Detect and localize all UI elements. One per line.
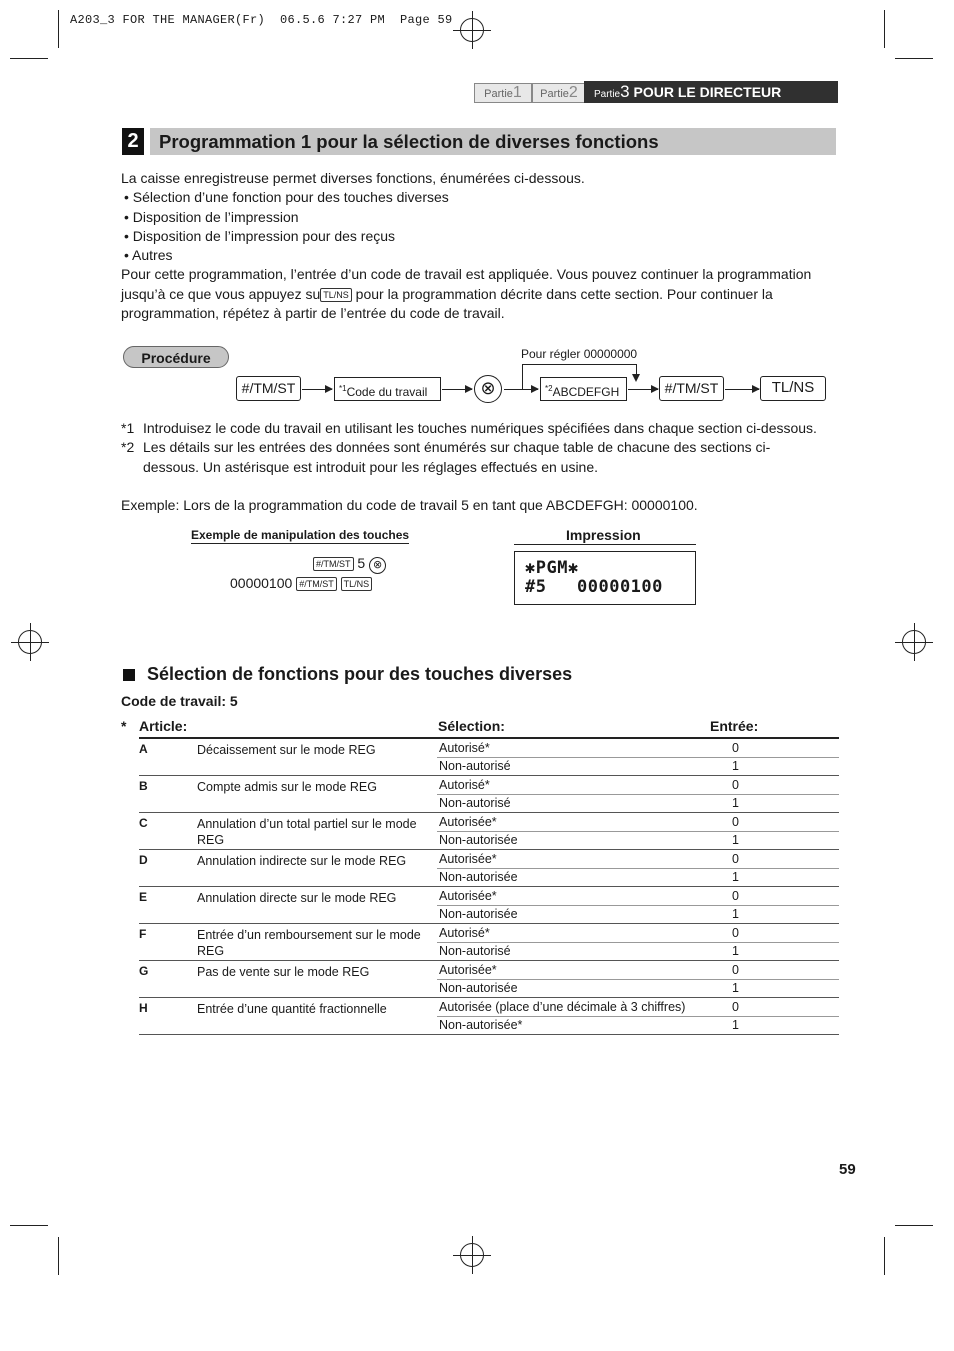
crop-mark xyxy=(884,10,885,48)
key-operation-line-1: #/TM/ST 5 ⊗ xyxy=(313,555,386,574)
example-text: Exemple: Lors de la programmation du code de travail 5 en tant que ABCDEFGH: 00000100. xyxy=(121,497,698,513)
row-option-2: Non-autorisée xyxy=(439,870,518,884)
subsection-title: Sélection de fonctions pour des touches diverses xyxy=(147,664,573,684)
list-item: • Disposition de l’impression pour des reçus xyxy=(124,227,396,244)
registration-mark-icon xyxy=(460,1243,484,1267)
row-option-2: Non-autorisée xyxy=(439,833,518,847)
row-letter: E xyxy=(139,890,148,904)
row-value-2: 1 xyxy=(732,1018,739,1032)
crop-mark xyxy=(58,1237,59,1275)
tlns-key-end: TL/NS xyxy=(760,376,826,401)
footnote: *2 Les détails sur les entrées des données sont énumérés sur chaque table de chacune des sections ci-dessous. Un astérisque est introduit pour les réglages effectués en usine. xyxy=(121,439,771,475)
tlns-key-icon: TL/NS xyxy=(320,288,352,302)
list-item: • Autres xyxy=(124,247,173,264)
multiply-key-icon: ⊗ xyxy=(474,375,502,403)
section-number-badge: 2 xyxy=(122,128,144,155)
row-value-1: 0 xyxy=(732,1000,739,1014)
row-value-2: 1 xyxy=(732,944,739,958)
row-letter: F xyxy=(139,927,147,941)
list-item: • Disposition de l’impression xyxy=(124,208,299,225)
row-option-1: Autorisé* xyxy=(439,926,490,940)
registration-mark-icon xyxy=(902,630,926,654)
row-value-1: 0 xyxy=(732,926,739,940)
header-entry: Entrée: xyxy=(710,718,759,734)
crop-mark xyxy=(895,58,933,59)
row-value-1: 0 xyxy=(732,815,739,829)
print-header-line: A203_3 FOR THE MANAGER(Fr) 06.5.6 7:27 PM Page 59 xyxy=(70,13,453,27)
row-option-1: Autorisée* xyxy=(439,889,497,903)
row-option-1: Autorisée (place d’une décimale à 3 chiffres) xyxy=(439,1000,686,1014)
key-operation-heading: Exemple de manipulation des touches xyxy=(191,528,410,542)
row-value-2: 1 xyxy=(732,759,739,773)
flow-arrow xyxy=(628,389,658,390)
row-option-1: Autorisé* xyxy=(439,741,490,755)
section-title: Programmation 1 pour la sélection de diverses fonctions xyxy=(150,128,836,155)
table-row xyxy=(139,961,839,998)
job-code-label: Code de travail: 5 xyxy=(121,693,238,709)
tab-partie-1[interactable]: Partie1 xyxy=(474,83,532,103)
crop-mark xyxy=(884,1237,885,1275)
row-article: Décaissement sur le mode REG xyxy=(197,743,376,757)
settings-table xyxy=(121,718,839,1035)
intro-line: La caisse enregistreuse permet diverses fonctions, énumérées ci-dessous. xyxy=(121,170,585,186)
print-divider xyxy=(514,544,696,545)
abcdefgh-box: $^{*2}$ABCDEFGH xyxy=(540,377,627,401)
footnotes xyxy=(121,419,851,477)
row-letter: B xyxy=(139,779,148,793)
row-value-1: 0 xyxy=(732,741,739,755)
print-line-2-value: 00000100 xyxy=(577,577,663,597)
row-option-1: Autorisée* xyxy=(439,963,497,977)
row-option-1: Autorisé* xyxy=(439,778,490,792)
table-row xyxy=(139,776,839,813)
row-option-2: Non-autorisé xyxy=(439,944,511,958)
row-value-2: 1 xyxy=(732,833,739,847)
footnote: *1 Introduisez le code du travail en utilisant les touches numériques spécifiées dans chaque section ci-dessous. xyxy=(121,420,817,436)
crop-mark xyxy=(10,1225,48,1226)
crop-mark xyxy=(58,10,59,48)
print-line-1: ✱PGM✱ xyxy=(525,558,579,578)
row-article: Pas de vente sur le mode REG xyxy=(197,965,370,979)
table-row xyxy=(139,739,839,776)
row-value-1: 0 xyxy=(732,889,739,903)
row-value-1: 0 xyxy=(732,778,739,792)
list-item: • Sélection d’une fonction pour des touches diverses xyxy=(124,189,449,206)
row-article: Annulation indirecte sur le mode REG xyxy=(197,854,407,868)
table-row xyxy=(139,924,839,961)
row-value-2: 1 xyxy=(732,981,739,995)
header-selection: Sélection: xyxy=(438,718,505,734)
procedure-label: Procédure xyxy=(123,346,229,368)
multiply-key-icon: ⊗ xyxy=(369,557,386,574)
tab-partie-3-title: POUR LE DIRECTEUR xyxy=(633,84,782,100)
registration-mark-icon xyxy=(18,630,42,654)
key-operation-line-2: 00000100 #/TM/ST TL/NS xyxy=(230,575,372,591)
header-article: Article: xyxy=(139,718,188,734)
row-option-1: Autorisée* xyxy=(439,852,497,866)
loop-label: Pour régler 00000000 xyxy=(521,347,638,361)
loop-arrow-icon xyxy=(632,374,640,382)
row-letter: A xyxy=(139,742,148,756)
bullet-square-icon xyxy=(123,669,135,681)
job-code-box: $^{*1}$Code du travail xyxy=(334,377,441,401)
print-line-2-code: #5 xyxy=(525,577,547,597)
table-header xyxy=(121,718,839,737)
row-article: Entrée d’une quantité fractionnelle xyxy=(197,1002,387,1016)
row-value-2: 1 xyxy=(732,796,739,810)
flow-arrow xyxy=(442,389,472,390)
row-letter: H xyxy=(139,1001,148,1015)
table-row xyxy=(139,813,839,850)
row-option-2: Non-autorisée xyxy=(439,981,518,995)
row-article: Compte admis sur le mode REG xyxy=(197,780,377,794)
row-option-2: Non-autorisée* xyxy=(439,1018,523,1032)
tab-partie-2[interactable]: Partie2 xyxy=(532,83,586,103)
row-option-2: Non-autorisée xyxy=(439,907,518,921)
registration-mark-icon xyxy=(460,18,484,42)
table-row xyxy=(139,998,839,1035)
tmst-key-start: #/TM/ST xyxy=(236,376,301,401)
row-value-1: 0 xyxy=(732,852,739,866)
page-number: 59 xyxy=(839,1161,856,1178)
table-row xyxy=(139,887,839,924)
table-body xyxy=(121,739,839,1035)
row-option-1: Autorisée* xyxy=(439,815,497,829)
table-star: * xyxy=(121,718,127,734)
table-row xyxy=(139,850,839,887)
receipt-print-box xyxy=(514,551,696,605)
tmst-key-icon: #/TM/ST xyxy=(296,577,337,591)
intro-text xyxy=(121,169,841,323)
row-article: Annulation d’un total partiel sur le mode REG xyxy=(197,817,417,847)
flow-arrow xyxy=(725,389,759,390)
flow-arrow xyxy=(302,389,332,390)
row-value-1: 0 xyxy=(732,963,739,977)
row-letter: G xyxy=(139,964,149,978)
row-value-2: 1 xyxy=(732,907,739,921)
row-letter: D xyxy=(139,853,148,867)
row-article: Entrée d’un remboursement sur le mode REG xyxy=(197,928,421,958)
intro-paragraph: Pour cette programmation, l’entrée d’un code de travail est appliquée. Vous pouvez continuer la programmation jusqu’à ce que vous appuyez su TL/NS pour la programmation décrite dans cette section. Pour continuer la programmation, répétez à partir de l’entrée du code de travail. xyxy=(121,266,812,322)
row-article: Annulation directe sur le mode REG xyxy=(197,891,397,905)
row-option-2: Non-autorisé xyxy=(439,759,511,773)
tab-partie-3[interactable]: Partie3 POUR LE DIRECTEUR xyxy=(584,81,838,103)
tlns-key-icon: TL/NS xyxy=(341,577,373,591)
breadcrumb xyxy=(474,81,838,103)
crop-mark xyxy=(10,58,48,59)
tab-arrow-icon xyxy=(828,81,838,103)
row-value-2: 1 xyxy=(732,870,739,884)
loop-line xyxy=(522,364,636,365)
print-heading: Impression xyxy=(566,527,641,543)
crop-mark xyxy=(895,1225,933,1226)
loop-line xyxy=(522,364,523,390)
row-letter: C xyxy=(139,816,148,830)
row-option-2: Non-autorisé xyxy=(439,796,511,810)
tmst-key-icon: #/TM/ST xyxy=(313,557,354,571)
flow-arrow xyxy=(504,389,538,390)
tmst-key-mid: #/TM/ST xyxy=(659,376,724,401)
